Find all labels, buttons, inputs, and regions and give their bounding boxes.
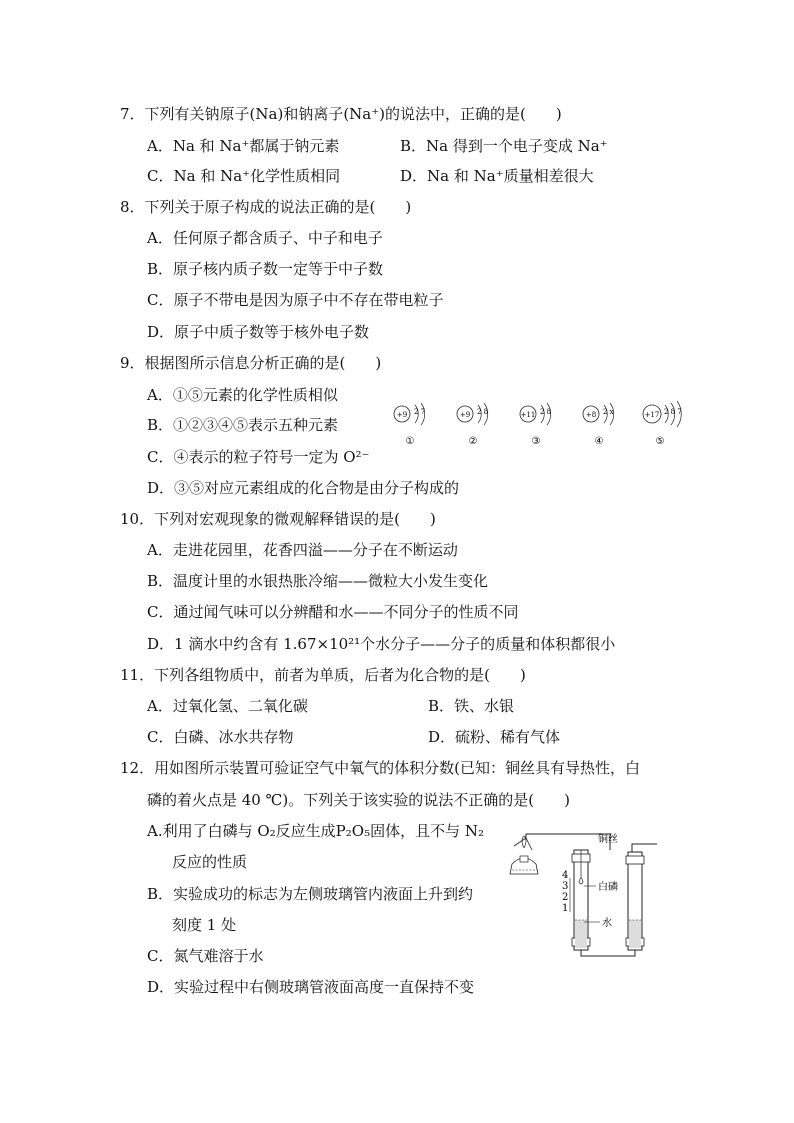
svg-text:+8: +8	[585, 411, 597, 419]
q9-option-a: A．①⑤元素的化学性质相似	[147, 386, 338, 404]
q10-option-c: C．通过闻气味可以分辨醋和水——不同分子的性质不同	[147, 603, 519, 621]
svg-text:3: 3	[562, 881, 569, 892]
q11-option-d: D．硫粉、稀有气体	[428, 728, 561, 746]
q12-option-a: A.利用了白磷与 O₂反应生成P₂O₅固体，且不与 N₂	[147, 822, 485, 840]
q12-option-b: B．实验成功的标志为左侧玻璃管内液面上升到约	[147, 885, 474, 903]
q10-option-b: B．温度计里的水银热胀冷缩——微粒大小发生变化	[147, 572, 489, 590]
svg-text:2 8: 2 8	[540, 408, 552, 416]
svg-text:⑤: ⑤	[655, 436, 665, 447]
q8-option-b: B．原子核内质子数一定等于中子数	[147, 260, 384, 278]
q12-option-b-cont: 刻度 1 处	[172, 916, 237, 934]
svg-text:+17: +17	[644, 411, 660, 419]
q9-stem: 9．根据图所示信息分析正确的是( )	[120, 354, 382, 372]
svg-text:2 8 7: 2 8 7	[664, 408, 682, 416]
atom-3	[520, 403, 551, 447]
left-glass-tube	[562, 850, 590, 950]
q10-stem: 10．下列对宏观现象的微观解释错误的是( )	[120, 510, 436, 528]
q12-option-a-cont: 反应的性质	[172, 853, 248, 871]
q7-option-a: A．Na 和 Na⁺都属于钠元素	[147, 137, 340, 155]
q8-option-a: A．任何原子都含质子、中子和电子	[147, 229, 383, 247]
q7-stem: 7．下列有关钠原子(Na)和钠离子(Na⁺)的说法中，正确的是( )	[120, 105, 562, 123]
apparatus-figure	[502, 830, 672, 960]
svg-text:③: ③	[531, 436, 541, 447]
atom-1	[394, 403, 425, 447]
svg-text:+9: +9	[396, 411, 408, 419]
q11-option-a: A．过氧化氢、二氧化碳	[147, 697, 308, 715]
svg-text:④: ④	[594, 436, 604, 447]
svg-text:2 x: 2 x	[603, 408, 614, 416]
q11-option-b: B．铁、水银	[428, 697, 515, 715]
atom-2	[457, 403, 488, 447]
q8-stem: 8．下列关于原子构成的说法正确的是( )	[120, 198, 412, 216]
q9-option-d: D．③⑤对应元素组成的化合物是由分子构成的	[147, 479, 460, 497]
svg-text:①: ①	[405, 436, 415, 447]
q7-option-d: D．Na 和 Na⁺质量相差很大	[400, 167, 594, 185]
svg-text:2 8: 2 8	[477, 408, 489, 416]
alcohol-lamp-icon	[510, 836, 538, 874]
q12-option-d: D．实验过程中右侧玻璃管液面高度一直保持不变	[147, 978, 475, 996]
svg-text:+11: +11	[520, 411, 536, 419]
q11-option-c: C．白磷、冰水共存物	[147, 728, 294, 746]
svg-text:2 7: 2 7	[414, 408, 426, 416]
atomic-structure-figure	[388, 396, 698, 454]
right-glass-tube	[626, 852, 644, 950]
q10-option-a: A．走进花园里，花香四溢——分子在不断运动	[147, 541, 458, 559]
q12-stem-line1: 12．用如图所示装置可验证空气中氧气的体积分数(已知：铜丝具有导热性，白	[120, 759, 640, 777]
q7-option-b: B．Na 得到一个电子变成 Na⁺	[400, 137, 608, 155]
atom-5	[643, 401, 682, 447]
q11-stem: 11．下列各组物质中，前者为单质，后者为化合物的是( )	[120, 666, 526, 684]
svg-text:4: 4	[562, 870, 569, 881]
svg-text:②: ②	[468, 436, 478, 447]
svg-text:白磷: 白磷	[598, 882, 618, 893]
q9-option-c: C．④表示的粒子符号一定为 O²⁻	[147, 448, 370, 466]
svg-text:+9: +9	[459, 411, 471, 419]
svg-text:1: 1	[562, 903, 569, 914]
q7-option-c: C．Na 和 Na⁺化学性质相同	[147, 167, 341, 185]
q12-stem-line2: 磷的着火点是 40 ℃)。下列关于该实验的说法不正确的是( )	[147, 791, 570, 809]
q12-option-c: C．氮气难溶于水	[147, 947, 264, 965]
q9-option-b: B．①②③④⑤表示五种元素	[147, 416, 339, 434]
q10-option-d: D．1 滴水中约含有 1.67×10²¹个水分子——分子的质量和体积都很小	[147, 635, 616, 653]
q8-option-d: D．原子中质子数等于核外电子数	[147, 323, 370, 341]
svg-text:2: 2	[562, 892, 569, 903]
svg-text:铜丝: 铜丝	[598, 834, 618, 845]
svg-text:水: 水	[602, 918, 612, 929]
atom-4	[583, 403, 614, 447]
q8-option-c: C．原子不带电是因为原子中不存在带电粒子	[147, 291, 444, 309]
